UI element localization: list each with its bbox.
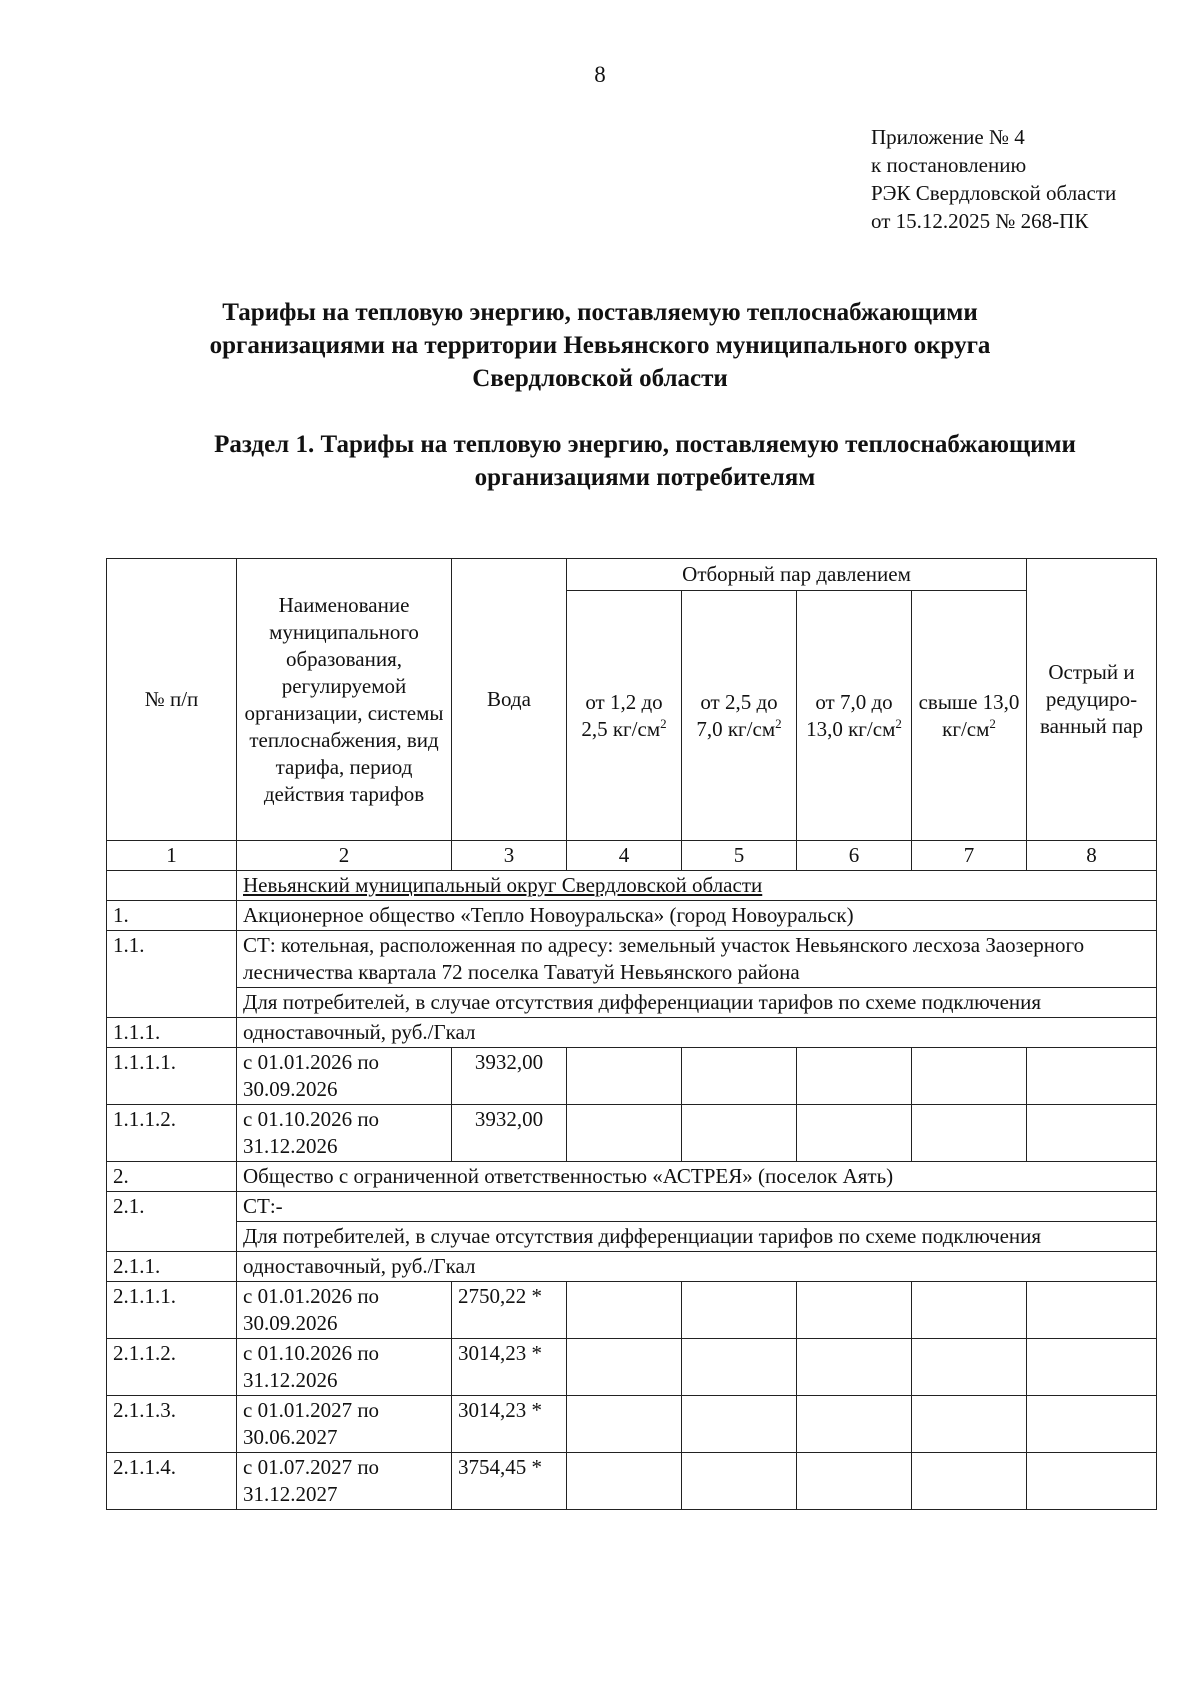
section-heading <box>150 428 1140 494</box>
row-number: 1. <box>107 901 237 931</box>
column-number: 5 <box>682 841 797 871</box>
row-number: 2.1.1.1. <box>107 1282 237 1339</box>
period: с 01.01.2026 по 30.09.2026 <box>237 1282 452 1339</box>
header-pressure-2 <box>682 591 797 841</box>
water-value: 3014,23 * <box>452 1396 567 1453</box>
row-number: 2.1.1. <box>107 1252 237 1282</box>
header-superscript: 2 <box>895 715 902 731</box>
table-row <box>107 1396 1157 1453</box>
water-value: 3754,45 * <box>452 1453 567 1510</box>
period: с 01.07.2027 по 31.12.2027 <box>237 1453 452 1510</box>
column-number-row <box>107 841 1157 871</box>
header-sharp-steam: Острый и редуциро-ванный пар <box>1027 559 1157 841</box>
water-value: 3014,23 * <box>452 1339 567 1396</box>
section-line: организациями потребителям <box>474 464 816 491</box>
appendix-line: РЭК Свердловской области <box>871 181 1117 205</box>
column-number: 3 <box>452 841 567 871</box>
row-number: 1.1.1.1. <box>107 1048 237 1105</box>
org-row <box>107 1162 1157 1192</box>
system-row <box>107 1192 1157 1222</box>
header-num: № п/п <box>107 559 237 841</box>
header-pressure-label: от 1,2 до 2,5 кг/см <box>581 689 663 741</box>
section-line: Раздел 1. Тарифы на тепловую энергию, поставляемую теплоснабжающими <box>214 431 1076 458</box>
title-line: организациями на территории Невьянского муниципального округа <box>209 332 991 359</box>
row-number: 1.1.1.2. <box>107 1105 237 1162</box>
header-superscript: 2 <box>660 715 667 731</box>
consumers-row <box>107 1222 1157 1252</box>
appendix-block <box>871 123 1116 235</box>
tariff-type-row <box>107 1252 1157 1282</box>
header-pressure-label: от 7,0 до 13,0 кг/см <box>806 689 896 741</box>
column-number: 6 <box>797 841 912 871</box>
column-number: 2 <box>237 841 452 871</box>
tariff-type: одноставочный, руб./Гкал <box>237 1018 1157 1048</box>
row-number: 2.1. <box>107 1192 237 1252</box>
system-name: СТ:- <box>237 1192 1157 1222</box>
system-name: СТ: котельная, расположенная по адресу: земельный участок Невьянского лесхоза Заозерного лесничества квартала 72 поселка Таватуй Невьянского района <box>237 931 1157 988</box>
appendix-line: Приложение № 4 <box>871 125 1025 149</box>
water-value: 2750,22 * <box>452 1282 567 1339</box>
header-pressure-1 <box>567 591 682 841</box>
header-name: Наименование муниципального образования, регулируемой организации, системы теплоснабжения, вид тарифа, период действия тарифов <box>237 559 452 841</box>
title-line: Свердловской области <box>472 365 728 392</box>
row-number: 1.1.1. <box>107 1018 237 1048</box>
title-line: Тарифы на тепловую энергию, поставляемую теплоснабжающими <box>222 299 978 326</box>
period: с 01.10.2026 по 31.12.2026 <box>237 1339 452 1396</box>
column-number: 8 <box>1027 841 1157 871</box>
row-number: 2.1.1.4. <box>107 1453 237 1510</box>
column-number: 1 <box>107 841 237 871</box>
header-superscript: 2 <box>989 715 996 731</box>
row-number: 2.1.1.3. <box>107 1396 237 1453</box>
table-row <box>107 1453 1157 1510</box>
system-row <box>107 931 1157 988</box>
period: с 01.01.2027 по 30.06.2027 <box>237 1396 452 1453</box>
page-number: 8 <box>594 62 606 87</box>
row-number: 1.1. <box>107 931 237 1018</box>
appendix-line: к постановлению <box>871 153 1027 177</box>
header-water: Вода <box>452 559 567 841</box>
water-value: 3932,00 <box>452 1105 567 1162</box>
period: с 01.01.2026 по 30.09.2026 <box>237 1048 452 1105</box>
table-row <box>107 1105 1157 1162</box>
org-name: Общество с ограниченной ответственностью «АСТРЕЯ» (поселок Аять) <box>237 1162 1157 1192</box>
document-title <box>150 296 1050 395</box>
header-pressure-3 <box>797 591 912 841</box>
row-number: 2.1.1.2. <box>107 1339 237 1396</box>
tariff-table <box>106 558 1157 1510</box>
header-pressure-label: свыше 13,0 кг/см <box>918 689 1020 741</box>
period: с 01.10.2026 по 31.12.2026 <box>237 1105 452 1162</box>
table-row <box>107 1048 1157 1105</box>
header-pressure-4 <box>912 591 1027 841</box>
column-number: 7 <box>912 841 1027 871</box>
row-number: 2. <box>107 1162 237 1192</box>
water-value: 3932,00 <box>452 1048 567 1105</box>
consumers-note: Для потребителей, в случае отсутствия дифференциации тарифов по схеме подключения <box>237 988 1157 1018</box>
header-superscript: 2 <box>775 715 782 731</box>
consumers-note: Для потребителей, в случае отсутствия дифференциации тарифов по схеме подключения <box>237 1222 1157 1252</box>
tariff-type: одноставочный, руб./Гкал <box>237 1252 1157 1282</box>
table-row <box>107 1282 1157 1339</box>
consumers-row <box>107 988 1157 1018</box>
header-steam-group: Отборный пар давлением <box>567 559 1027 591</box>
column-number: 4 <box>567 841 682 871</box>
org-name: Акционерное общество «Тепло Новоуральска» (город Новоуральск) <box>237 901 1157 931</box>
table-row <box>107 1339 1157 1396</box>
appendix-line: от 15.12.2025 № 268-ПК <box>871 209 1089 233</box>
tariff-type-row <box>107 1018 1157 1048</box>
region-row <box>107 871 1157 901</box>
region-name: Невьянский муниципальный округ Свердловской области <box>237 871 1157 901</box>
header-pressure-label: от 2,5 до 7,0 кг/см <box>696 689 778 741</box>
org-row <box>107 901 1157 931</box>
